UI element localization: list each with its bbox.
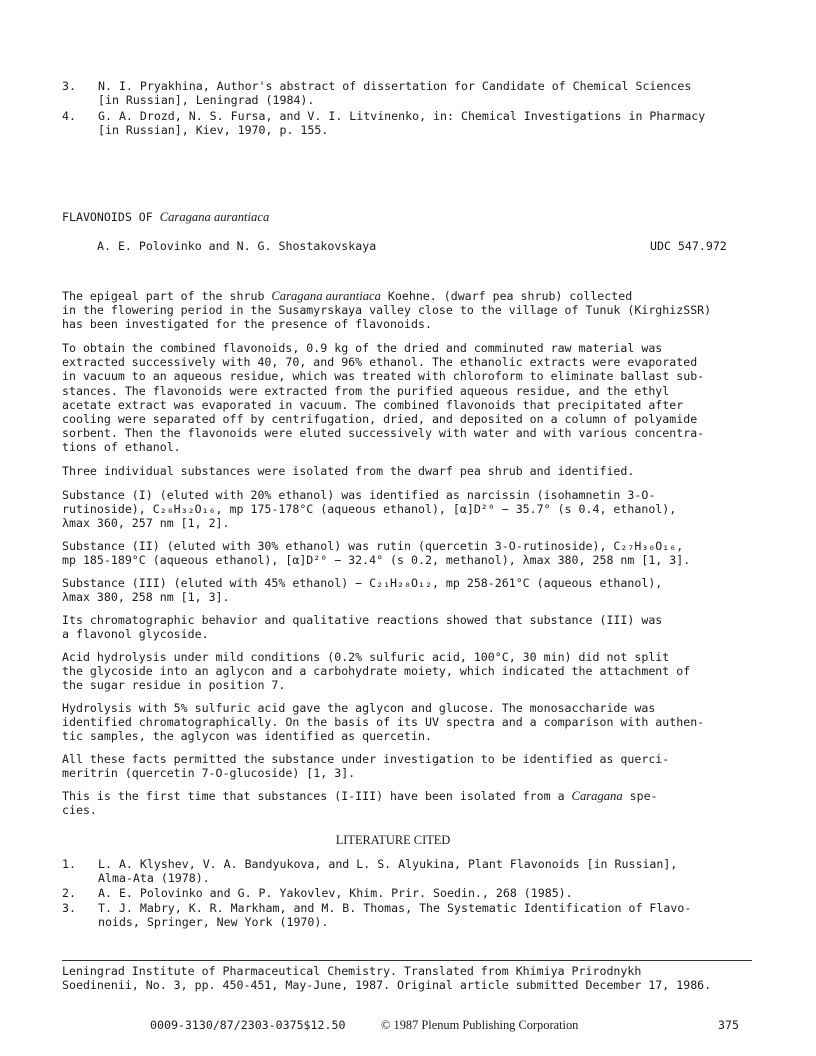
- article-title: [62, 210, 269, 224]
- footnote: Leningrad Institute of Pharmaceutical Chemistry. Translated from Khimiya Prirodnykh Soedinenii, No. 3, pp. 450-451, May-June, 1987. Original article submitted December 17, 1986.: [62, 964, 712, 993]
- paragraph-8: Acid hydrolysis under mild conditions (0.2% sulfuric acid, 100°C, 30 min) did not split the glycoside into an aglycon and a carbohydrate moiety, which indicated the attachment of the sugar residue in position 7.: [62, 650, 691, 693]
- paragraph-6: Substance (III) (eluted with 45% ethanol) − C₂₁H₂₀O₁₂, mp 258-261°C (aqueous ethanol), λmax 380, 258 nm [1, 3].: [62, 576, 663, 605]
- top-reference-4: [62, 109, 762, 137]
- paragraph-11-start: This is the first time that substances (I-III) have been isolated from a: [62, 789, 572, 803]
- literature-number: 3.: [62, 901, 76, 915]
- paragraph-11-genus: Caragana: [571, 789, 623, 803]
- literature-item-1: [62, 857, 762, 885]
- literature-number: 1.: [62, 857, 76, 871]
- footnote-divider: [62, 960, 752, 961]
- article-title-prefix: FLAVONOIDS OF: [62, 210, 160, 224]
- paragraph-1-species: Caragana aurantiaca: [271, 289, 381, 303]
- paragraph-3: Three individual substances were isolated from the dwarf pea shrub and identified.: [62, 464, 635, 478]
- paragraph-2: To obtain the combined flavonoids, 0.9 kg of the dried and comminuted raw material was extracted successively with 40, 70, and 96% ethanol. The ethanolic extracts were evaporated in vacuum to an aqueous residue, which was treated with chloroform to eliminate ballast sub- stances. The flavonoids were extracted from the purified aqueous residue, and the ethyl acetate extract was evaporated in vacuum. The combined flavonoids that precipitated after cooling were separated off by centrifugation, dried, and deposited on a column of polyamide sorbent. Then the flavonoids were eluted successively with water and with various concentra- tions of ethanol.: [62, 341, 705, 455]
- paragraph-7: Its chromatographic behavior and qualitative reactions showed that substance (III) was a flavonol glycoside.: [62, 613, 663, 642]
- literature-number: 2.: [62, 886, 76, 900]
- paragraph-10: All these facts permitted the substance under investigation to be identified as querci- meritrin (quercetin 7-O-glucoside) [1, 3].: [62, 752, 670, 781]
- literature-text: T. J. Mabry, K. R. Markham, and M. B. Thomas, The Systematic Identification of Flavo- noids, Springer, New York (1970).: [98, 901, 692, 930]
- copyright-text: © 1987 Plenum Publishing Corporation: [381, 1018, 579, 1032]
- article-title-species: Caragana aurantiaca: [159, 210, 270, 224]
- copyright-notice: [381, 1018, 578, 1032]
- paragraph-5: Substance (II) (eluted with 30% ethanol) was rutin (quercetin 3-O-rutinoside), C₂₇H₃₀O₁₆, mp 185-189°C (aqueous ethanol), [α]D²⁰ − 32.4° (s 0.2, methanol), λmax 380, 258 nm [1, 3].: [62, 539, 691, 568]
- article-authors: A. E. Polovinko and N. G. Shostakovskaya: [97, 239, 377, 253]
- paragraph-11: [62, 789, 752, 817]
- reference-text: G. A. Drozd, N. S. Fursa, and V. I. Litvinenko, in: Chemical Investigations in Pharmacy [in Russian], Kiev, 1970, p. 155.: [98, 109, 706, 138]
- udc-code: UDC 547.972: [650, 239, 727, 253]
- paragraph-11-end: spe- cies.: [62, 789, 658, 818]
- paragraph-1-start: The epigeal part of the shrub: [62, 289, 272, 303]
- literature-text: L. A. Klyshev, V. A. Bandyukova, and L. S. Alyukina, Plant Flavonoids [in Russian], Alma-Ata (1978).: [98, 857, 678, 886]
- page-number: 375: [718, 1018, 739, 1032]
- paragraph-4: Substance (I) (eluted with 20% ethanol) was identified as narcissin (isohamnetin 3-O- rutinoside), C₂₈H₃₂O₁₆, mp 175-178°C (aqueous ethanol), [α]D²⁰ − 35.7° (s 0.4, ethanol), λmax 360, 257 nm [1, 2].: [62, 488, 677, 531]
- reference-number: 3.: [62, 79, 76, 93]
- literature-heading: LITERATURE CITED: [335, 833, 451, 847]
- paragraph-1: [62, 289, 752, 332]
- article-code: 0009-3130/87/2303-0375$12.50: [150, 1018, 346, 1032]
- top-reference-3: [62, 79, 762, 107]
- reference-number: 4.: [62, 109, 76, 123]
- paragraph-1-end: Koehne. (dwarf pea shrub) collected in the flowering period in the Susamyrskaya valley close to the village of Tunuk (KirghizSSR) has been investigated for the presence of flavonoids.: [62, 289, 712, 332]
- literature-text: A. E. Polovinko and G. P. Yakovlev, Khim. Prir. Soedin., 268 (1985).: [98, 886, 573, 900]
- literature-item-2: [62, 886, 762, 900]
- reference-text: N. I. Pryakhina, Author's abstract of dissertation for Candidate of Chemical Sciences [in Russian], Leningrad (1984).: [98, 79, 692, 108]
- paragraph-9: Hydrolysis with 5% sulfuric acid gave the aglycon and glucose. The monosaccharide was identified chromatographically. On the basis of its UV spectra and a comparison with authen- tic samples, the aglycon was identified as quercetin.: [62, 701, 705, 744]
- literature-item-3: [62, 901, 762, 929]
